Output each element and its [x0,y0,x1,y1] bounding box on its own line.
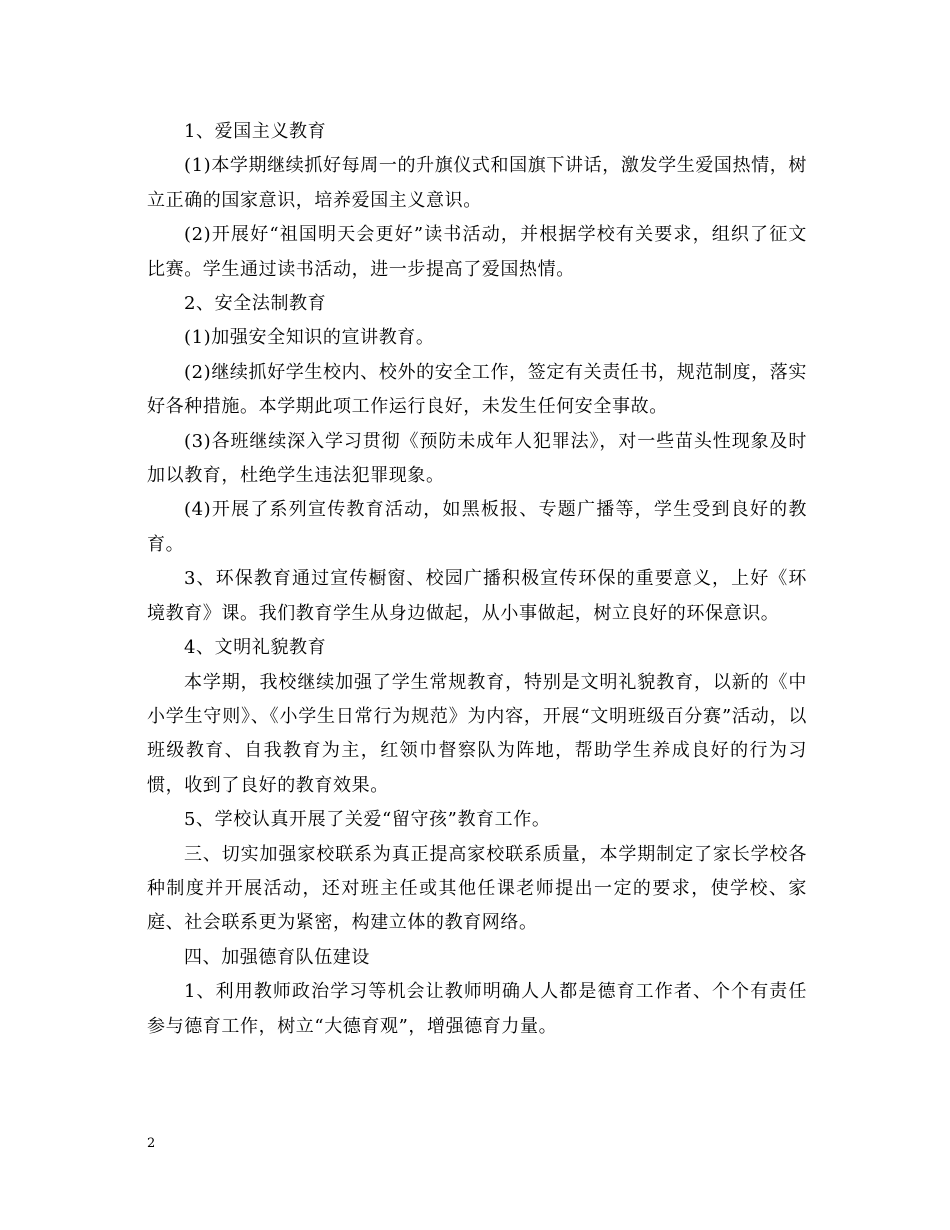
paragraph-teacher-study: 1、利用教师政治学习等机会让教师明确人人都是德育工作者、个个有责任参与德育工作，树立“大德育观”，增强德育力量。 [147,981,807,1037]
page-number: 2 [147,1136,156,1151]
paragraph-reading-activity: (2)开展好“祖国明天会更好”读书活动，并根据学校有关要求，组织了征文比赛。学生通过读书活动，进一步提高了爱国热情。 [147,224,807,280]
paragraph-left-behind-children: 5、学校认真开展了关爱“留守孩”教育工作。 [184,809,551,831]
heading-civility-education: 4、文明礼貌教育 [184,637,327,659]
paragraph-safety-knowledge: (1)加强安全知识的宣讲教育。 [184,327,435,349]
heading-safety-law-education: 2、安全法制教育 [184,293,327,315]
heading-patriotism-education: 1、爱国主义教育 [184,121,327,142]
heading-home-school-contact: 三、切实加强家校联系为真正提高家校联系质量，本学期制定了家长学校各种制度并开展活动，还对班主任或其他任课老师提出一定的要求，使学校、家庭、社会联系更为紧密，构建立体的教育网络。 [147,843,807,934]
paragraph-campus-safety: (2)继续抓好学生校内、校外的安全工作，签定有关责任书，规范制度，落实好各种措施。本学期此项工作运行良好，未发生任何安全事故。 [147,361,807,418]
paragraph-flag-ceremony: (1)本学期继续抓好每周一的升旗仪式和国旗下讲话，激发学生爱国热情，树立正确的国家意识，培养爱国主义意识。 [147,155,807,211]
heading-moral-team-building: 四、加强德育队伍建设 [184,946,370,968]
paragraph-routine-education: 本学期，我校继续加强了学生常规教育，特别是文明礼貌教育，以新的《中小学生守则》、《小学生日常行为规范》为内容，开展“文明班级百分赛”活动，以班级教育、自我教育为主，红领巾督察队为阵地，帮助学生养成良好的行为习惯，收到了良好的教育效果。 [147,671,807,796]
document-body [147,115,807,1044]
paragraph-publicity-activities: (4)开展了系列宣传教育活动，如黑板报、专题广播等，学生受到良好的教育。 [147,499,807,555]
paragraph-environmental-education: 3、环保教育通过宣传橱窗、校园广播积极宣传环保的重要意义，上好《环境教育》课。我们教育学生从身边做起，从小事做起，树立良好的环保意识。 [147,568,807,624]
paragraph-juvenile-crime-law: (3)各班继续深入学习贯彻《预防未成年人犯罪法》，对一些苗头性现象及时加以教育，杜绝学生违法犯罪现象。 [147,430,807,487]
